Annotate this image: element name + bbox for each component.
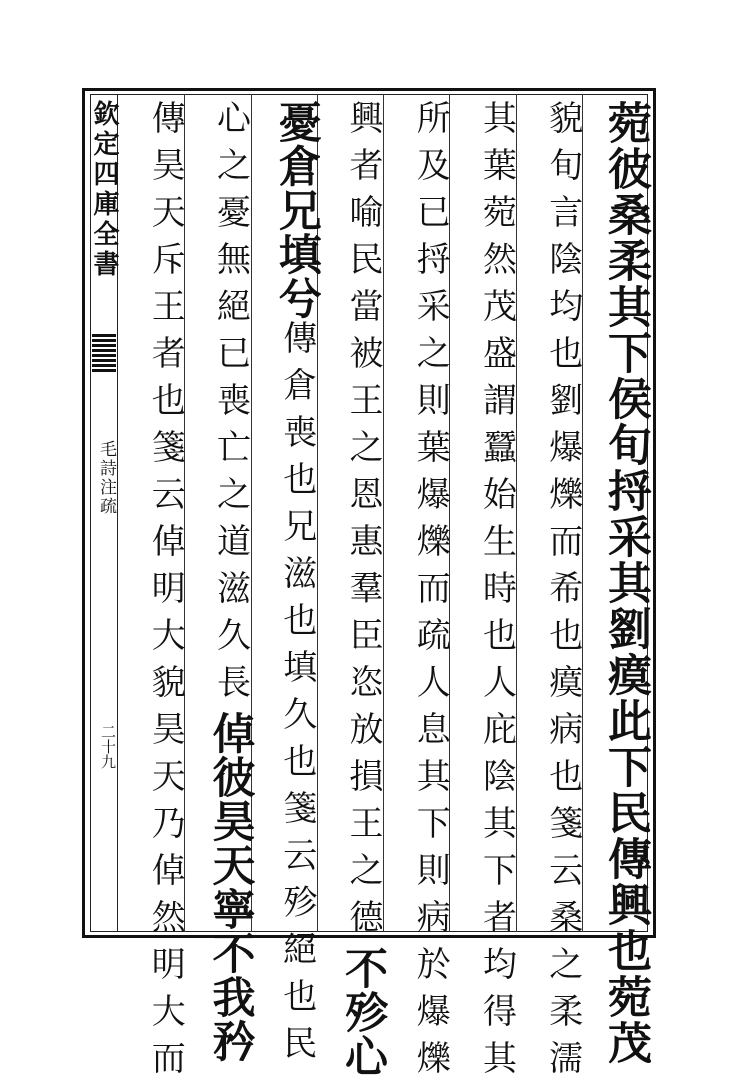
series-title: 欽定四庫全書 bbox=[89, 100, 119, 280]
classic-text: 菀彼桑柔其下侯旬捋采其劉瘼此下民 bbox=[600, 100, 651, 836]
commentary-text: 心之憂無絕已喪亡之道滋久長 bbox=[210, 100, 251, 711]
commentary-text: 貌旬言陰均也劉爆爍而希也瘼病也箋云桑之柔濡 bbox=[542, 100, 583, 1087]
book-title: 毛詩注疏 bbox=[96, 440, 116, 516]
classic-text: 憂倉兄填兮 bbox=[271, 100, 322, 320]
text-column bbox=[317, 100, 388, 1078]
commentary-text: 其葉菀然茂盛謂蠶始生時也人庇陰其下者均得其 bbox=[476, 100, 517, 1087]
text-column bbox=[582, 100, 651, 1066]
classic-text: 倬彼昊天寧不我矜 bbox=[205, 711, 256, 1063]
commentary-text: 興者喻民當被王之恩惠羣臣恣放損王之德 bbox=[343, 100, 383, 946]
text-column bbox=[184, 100, 256, 1063]
text-column bbox=[251, 100, 322, 1072]
commentary-text: 傳倉喪也兄滋也填久也箋云殄絕也民 bbox=[276, 320, 317, 1072]
commentary-text: 所及已捋采之則葉爆爍而疏人息其下則病於爆爍 bbox=[410, 100, 451, 1087]
fishtail-ornament bbox=[92, 332, 116, 372]
commentary-text: 傳興也菀茂 bbox=[600, 836, 651, 1066]
commentary-text: 傳昊天斥王者也箋云倬明大貌昊天乃倬然明大而 bbox=[145, 100, 186, 1087]
text-column bbox=[449, 100, 517, 1087]
text-column bbox=[516, 100, 583, 1087]
page-number: 二十九 bbox=[99, 724, 117, 769]
classic-text: 不殄心 bbox=[338, 946, 388, 1078]
text-column bbox=[118, 100, 186, 1087]
text-column bbox=[383, 100, 451, 1087]
